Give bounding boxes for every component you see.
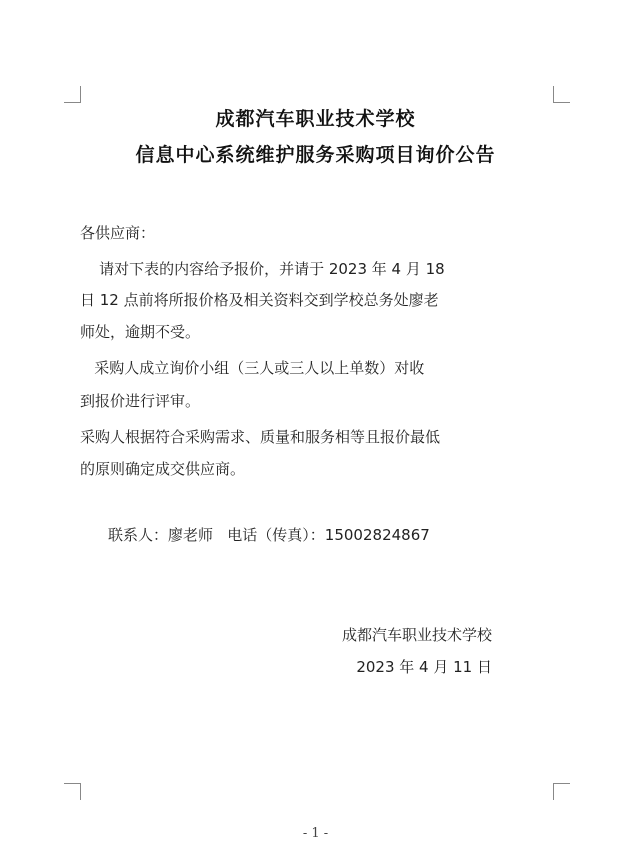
crop-mark-top-left [64, 86, 81, 103]
paragraph-1-line-2: 日 12 点前将所报价格及相关资料交到学校总务处廖老 [80, 291, 439, 309]
paragraph-3-line-2: 的原则确定成交供应商。 [80, 460, 246, 478]
paragraph-1-line-1: 请对下表的内容给予报价，并请于 2023 年 4 月 18 [80, 260, 445, 278]
paragraph-3-line-1: 采购人根据符合采购需求、质量和服务相等且报价最低 [80, 428, 441, 446]
paragraph-2-line-2: 到报价进行评审。 [80, 392, 201, 410]
paragraph-2-line-1: 采购人成立询价小组（三人或三人以上单数）对收 [80, 359, 425, 377]
paragraph-1-line-3: 师处，逾期不受。 [80, 323, 201, 341]
document-title-line2: 信息中心系统维护服务采购项目询价公告 [135, 144, 496, 166]
page-number: - 1 - [302, 826, 329, 841]
contact-info: 联系人：廖老师 电话（传真）：15002824867 [108, 526, 430, 544]
crop-mark-bottom-left [64, 783, 81, 800]
crop-mark-bottom-right [553, 783, 570, 800]
document-title-line1: 成都汽车职业技术学校 [215, 108, 416, 130]
signature-organization: 成都汽车职业技术学校 [341, 626, 492, 644]
crop-mark-top-right [553, 86, 570, 103]
signature-date: 2023 年 4 月 11 日 [356, 658, 492, 676]
salutation: 各供应商： [80, 224, 156, 242]
